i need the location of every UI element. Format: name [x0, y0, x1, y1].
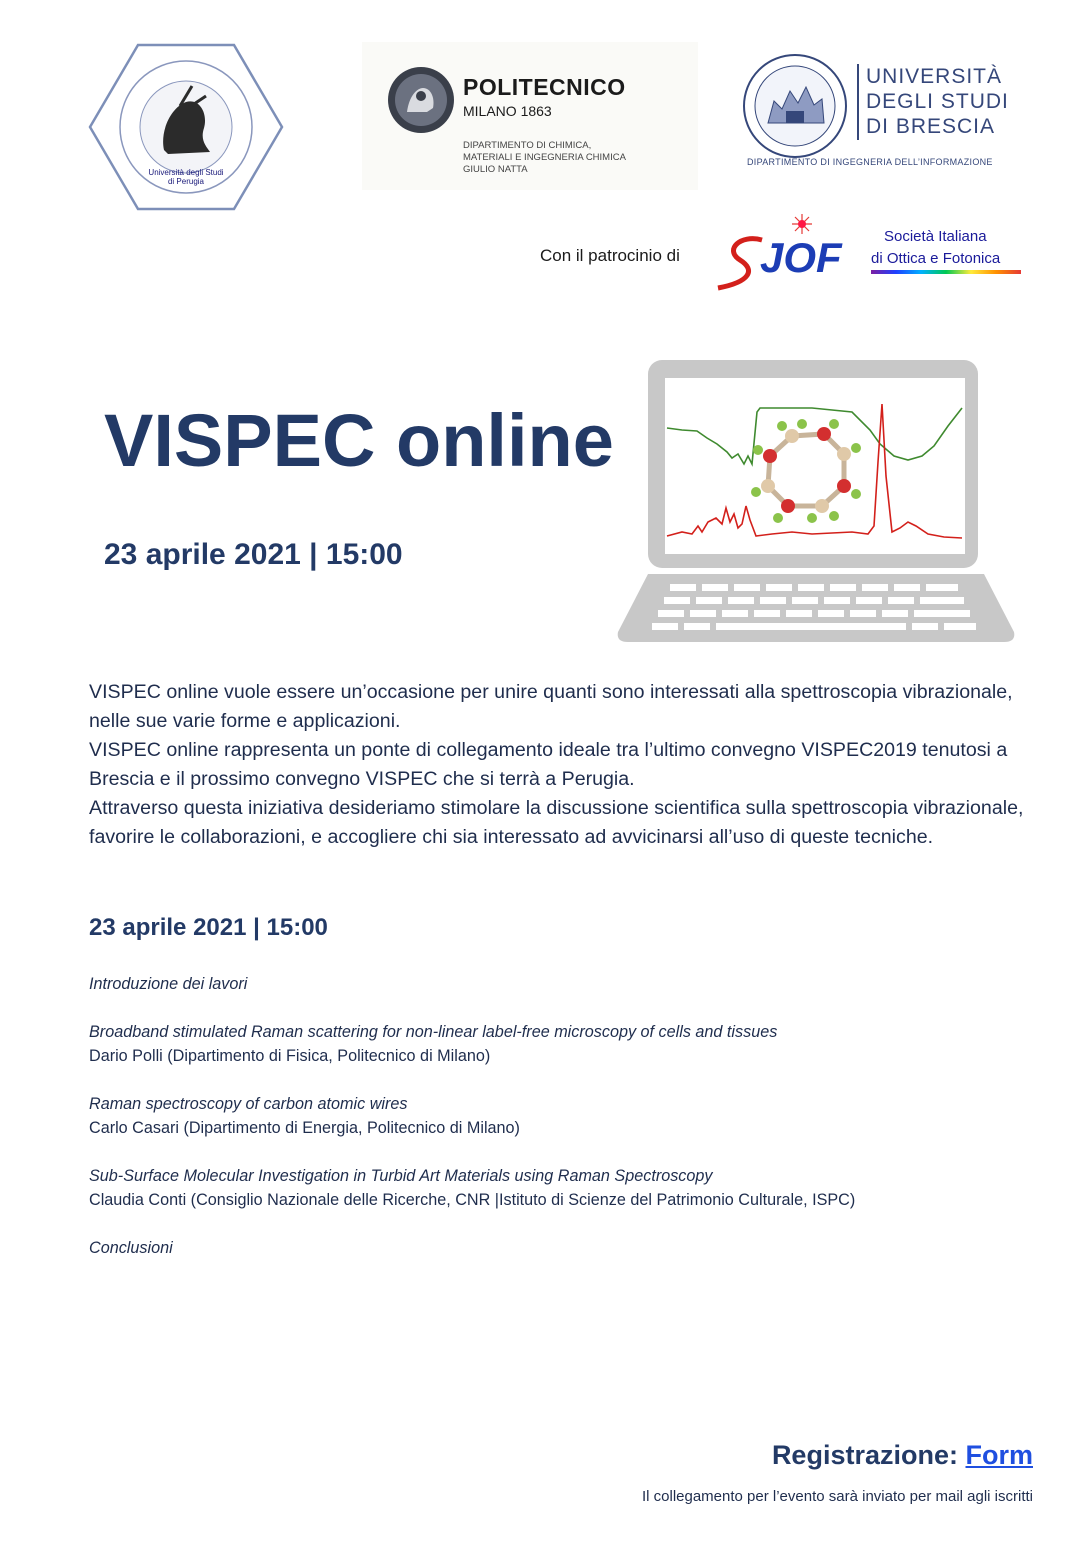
intro-text — [89, 678, 1029, 852]
schedule-item-title: Introduzione dei lavori — [89, 975, 248, 993]
page-title: VISPEC online — [104, 399, 614, 482]
schedule-item — [89, 1020, 1049, 1068]
schedule-item-title: Sub-Surface Molecular Investigation in Turbid Art Materials using Raman Spectroscopy — [89, 1167, 713, 1185]
politecnico-name: POLITECNICO — [463, 74, 626, 100]
intro-paragraph: Attraverso questa iniziativa desideriamo stimolare la discussione scientifica sulla spettroscopia vibrazionale, favorire le collaborazioni, e accogliere chi sia interessato ad avvicinarsi all’uso di queste tecniche. — [89, 797, 1024, 848]
siof-logo — [710, 210, 872, 292]
intro-paragraph: VISPEC online rappresenta un ponte di collegamento ideale tra l’ultimo convegno VISPEC2019 tenutosi a Brescia e il prossimo convegno VISPEC che si terrà a Perugia. — [89, 739, 1008, 790]
schedule-item-speaker: Carlo Casari (Dipartimento di Energia, Politecnico di Milano) — [89, 1119, 520, 1137]
siof-rainbow-bar — [871, 270, 1021, 274]
perugia-department-logo — [88, 42, 284, 212]
siof-name-line1: Società Italiana — [884, 228, 987, 245]
schedule-item-title: Conclusioni — [89, 1239, 173, 1257]
unibs-name-line: DI BRESCIA — [866, 115, 996, 138]
svg-text:Università degli Studi: Università degli Studi — [148, 168, 224, 177]
schedule-item-title: Broadband stimulated Raman scattering for non-linear label-free microscopy of cells and tissues — [89, 1023, 778, 1041]
registration-form-link[interactable]: Form — [965, 1440, 1033, 1470]
schedule-list — [89, 972, 1049, 1284]
svg-text:di Perugia: di Perugia — [167, 177, 205, 186]
unibs-name-line: UNIVERSITÀ — [866, 65, 1003, 88]
schedule-item — [89, 1092, 1049, 1140]
siof-name-line2: di Ottica e Fotonica — [871, 250, 1001, 267]
politecnico-seal-icon — [387, 66, 455, 134]
unibs-name-line: DEGLI STUDI — [866, 90, 1009, 113]
politecnico-subtitle: MILANO 1863 — [463, 103, 552, 119]
schedule-item — [89, 1164, 1049, 1212]
unibs-divider — [857, 64, 859, 140]
intro-paragraph: VISPEC online vuole essere un’occasione per unire quanti sono interessati alla spettroscopia vibrazionale, nelle sue varie forme e applicazioni. — [89, 681, 1013, 732]
politecnico-department-line: DIPARTIMENTO DI CHIMICA, — [463, 140, 592, 151]
laptop-illustration — [612, 356, 1020, 646]
politecnico-department — [463, 140, 683, 176]
schedule-item-speaker: Claudia Conti (Consiglio Nazionale delle Ricerche, CNR |Istituto di Scienze del Patrimonio Culturale, ISPC) — [89, 1191, 856, 1209]
schedule-item-title: Raman spectroscopy of carbon atomic wires — [89, 1095, 408, 1113]
schedule-item — [89, 972, 1049, 996]
svg-text:JOF: JOF — [760, 234, 842, 281]
schedule-item-speaker: Dario Polli (Dipartimento di Fisica, Politecnico di Milano) — [89, 1047, 491, 1065]
schedule-item — [89, 1236, 1049, 1260]
unibs-department: DIPARTIMENTO DI INGEGNERIA DELL’INFORMAZIONE — [747, 157, 993, 167]
event-date: 23 aprile 2021 | 15:00 — [104, 538, 403, 571]
politecnico-department-line: GIULIO NATTA — [463, 164, 528, 175]
unibs-seal-icon — [742, 53, 848, 159]
patronage-label: Con il patrocinio di — [540, 246, 680, 265]
registration — [772, 1440, 1033, 1471]
registration-note: Il collegamento per l’evento sarà inviato per mail agli iscritti — [641, 1488, 1033, 1505]
politecnico-department-line: MATERIALI E INGEGNERIA CHIMICA — [463, 152, 626, 163]
schedule-date: 23 aprile 2021 | 15:00 — [89, 914, 328, 941]
unibs-name — [866, 64, 1016, 139]
registration-label: Registrazione: — [771, 1440, 958, 1470]
